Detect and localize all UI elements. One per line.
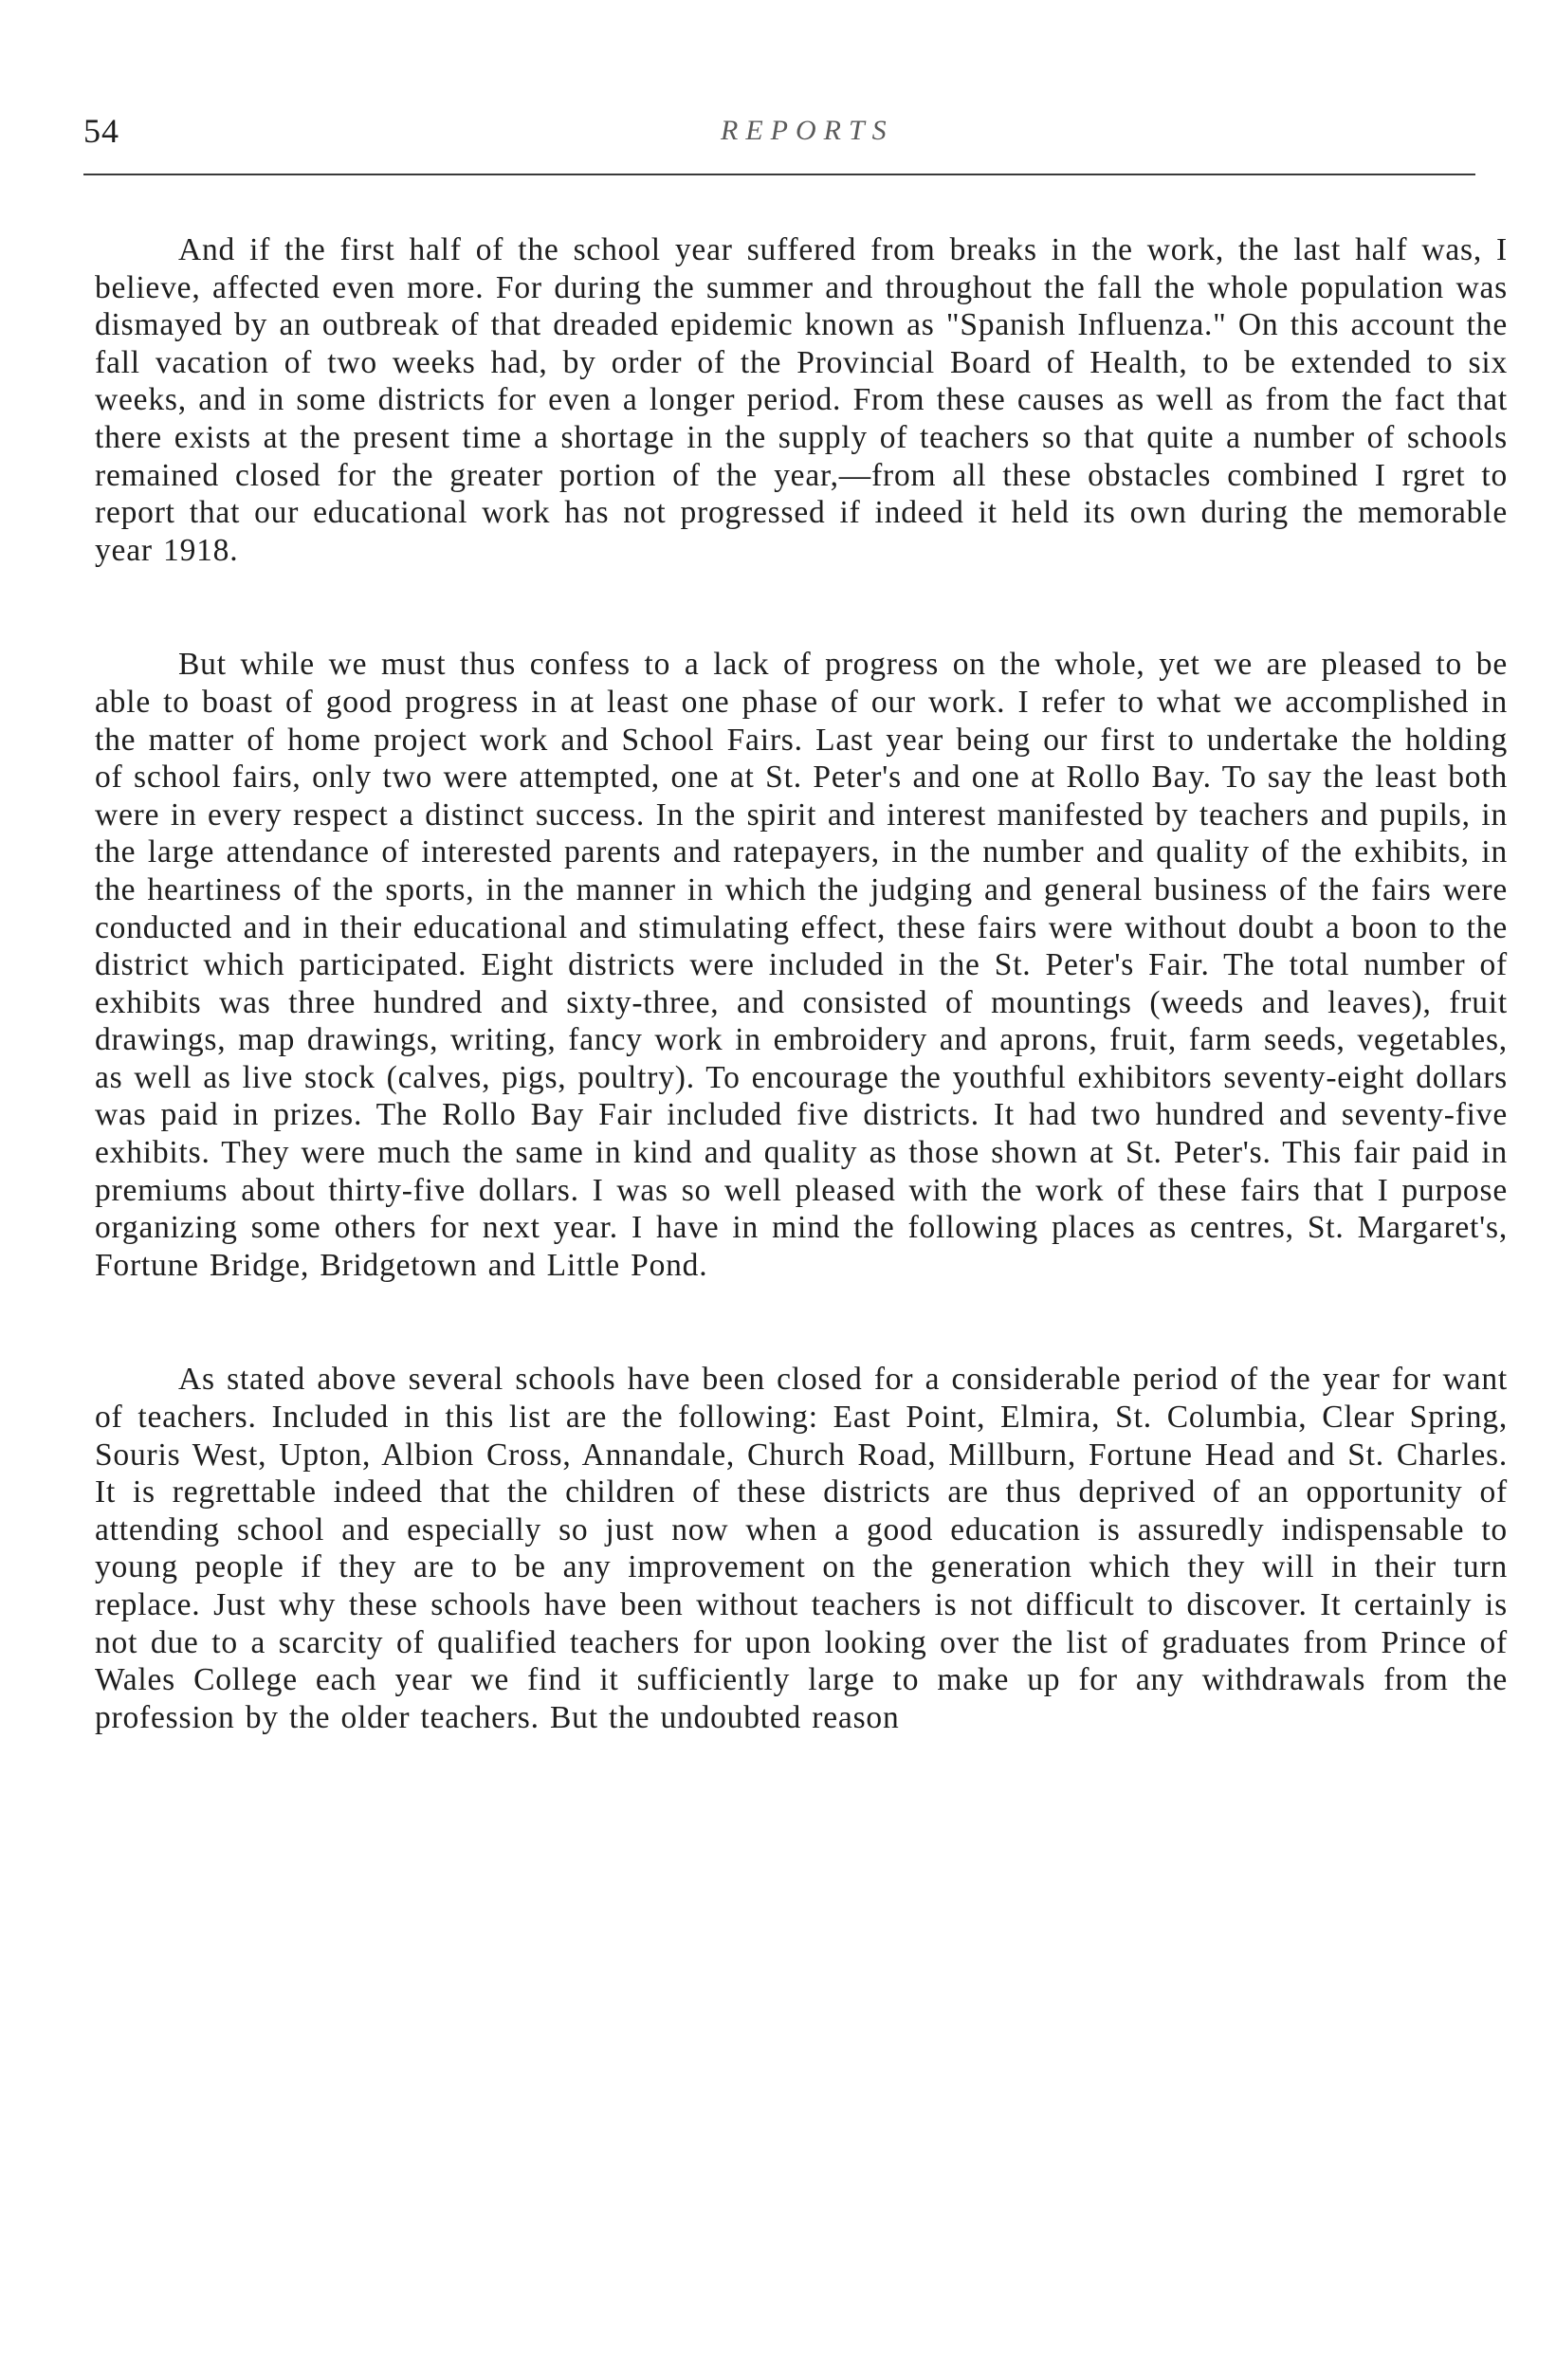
header-rule	[83, 174, 1475, 175]
paragraph-1: And if the first half of the school year suffered from breaks in the work, the last half was, I believe, affected even more. For during the summer and throughout the fall the whole population was dismayed by an outbreak of that dreaded epidemic known as "Spanish Influenza." On this account the fall vacation of two weeks had, by order of the Provincial Board of Health, to be extended to six weeks, and in some districts for even a longer period. From these causes as well as from the fact that there exists at the present time a shortage in the supply of teachers so that quite a number of schools remained closed for the greater portion of the year,—from all these obstacles combined I rgret to report that our educational work has not progressed if indeed it held its own during the memorable year 1918.	[95, 232, 1508, 568]
body-text	[95, 231, 1508, 1736]
paragraph-2: But while we must thus confess to a lack of progress on the whole, yet we are pleased to be able to boast of good progress in at least one phase of our work. I refer to what we accomplished in the matter of home project work and School Fairs. Last year being our first to undertake the holding of school fairs, only two were attempted, one at St. Peter's and one at Rollo Bay. To say the least both were in every respect a distinct success. In the spirit and interest manifested by teachers and pupils, in the large attendance of interested parents and ratepayers, in the number and quality of the exhibits, in the heartiness of the sports, in the manner in which the judging and general business of the fairs were conducted and in their educational and stimulating effect, these fairs were without doubt a boon to the district which participated. Eight districts were included in the St. Peter's Fair. The total number of exhibits was three hundred and sixty-three, and consisted of mountings (weeds and leaves), fruit drawings, map drawings, writing, fancy work in embroidery and aprons, fruit, farm seeds, vegetables, as well as live stock (calves, pigs, poultry). To encourage the youthful exhibitors seventy-eight dollars was paid in prizes. The Rollo Bay Fair included five districts. It had two hundred and seventy-five exhibits. They were much the same in kind and quality as those shown at St. Peter's. This fair paid in premiums about thirty-five dollars. I was so well pleased with the work of these fairs that I purpose organizing some others for next year. I have in mind the following places as centres, St. Margaret's, Fortune Bridge, Bridgetown and Little Pond.	[95, 647, 1508, 1283]
page-number: 54	[83, 112, 119, 150]
paragraph-3: As stated above several schools have been closed for a considerable period of the year for want of teachers. Included in this list are the following: East Point, Elmira, St. Columbia, Clear Spring, Souris West, Upton, Albion Cross, Annandale, Church Road, Millburn, Fortune Head and St. Charles. It is regrettable indeed that the children of these districts are thus deprived of an opportunity of attending school and especially so just now when a good education is assuredly indispensable to young people if they are to be any improvement on the generation which they will in their turn replace. Just why these schools have been without teachers is not difficult to discover. It certainly is not due to a scarcity of qualified teachers for upon looking over the list of graduates from Prince of Wales College each year we find it sufficiently large to make up for any withdrawals from the profession by the older teachers. But the undoubted reason	[95, 1362, 1508, 1735]
running-head: REPORTS	[721, 115, 894, 146]
